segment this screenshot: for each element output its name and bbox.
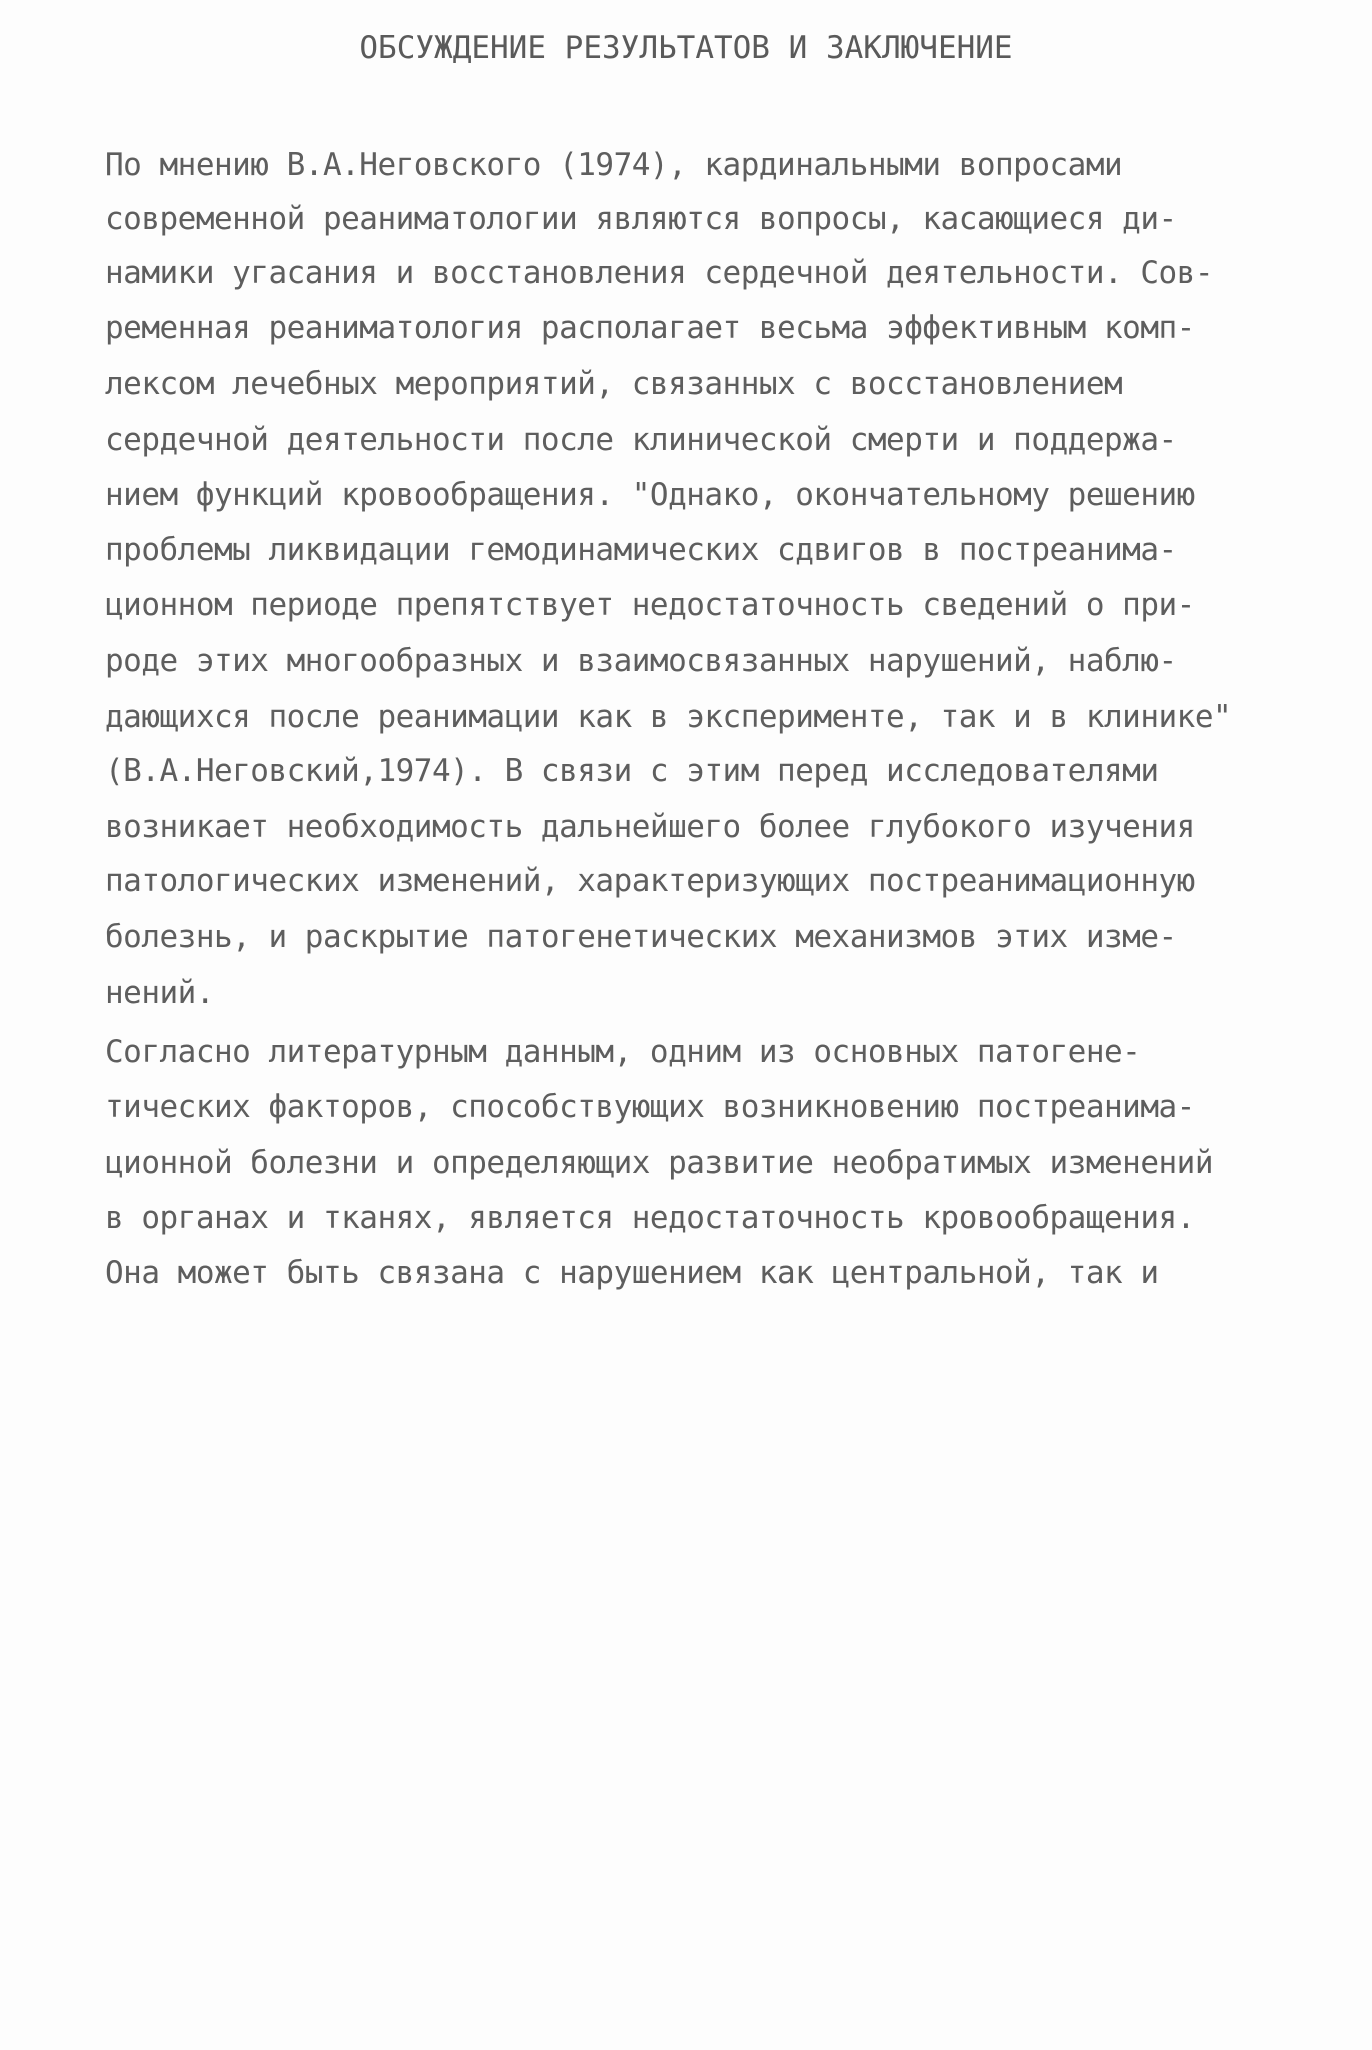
text-line: в органах и тканях, является недостаточность кровообращения. [105, 1200, 1195, 1236]
text-line: патологических изменений, характеризующих постреанимационную [105, 863, 1195, 899]
text-line: дающихся после реанимации как в эксперименте, так и в клинике" [105, 699, 1232, 735]
text-line: нием функций кровообращения. "Однако, окончательному решению [105, 477, 1195, 513]
text-line: современной реаниматологии являются вопросы, касающиеся ди- [105, 201, 1177, 237]
text-line: Согласно литературным данным, одним из основных патогене- [105, 1034, 1141, 1070]
text-line: лексом лечебных мероприятий, связанных с восстановлением [105, 366, 1123, 402]
text-line: (В.А.Неговский,1974). В связи с этим перед исследователями [105, 753, 1159, 789]
text-line: болезнь, и раскрытие патогенетических механизмов этих изме- [105, 919, 1177, 955]
text-line: тических факторов, способствующих возникновению постреанима- [105, 1089, 1195, 1125]
text-line: ционной болезни и определяющих развитие необратимых изменений [105, 1145, 1213, 1181]
text-line: По мнению В.А.Неговского (1974), кардинальными вопросами [105, 147, 1123, 183]
text-line: возникает необходимость дальнейшего более глубокого изучения [105, 809, 1195, 845]
text-line: ременная реаниматология располагает весьма эффективным комп- [105, 310, 1195, 346]
text-line: роде этих многообразных и взаимосвязанных нарушений, наблю- [105, 643, 1177, 679]
text-line: нений. [105, 975, 214, 1011]
section-heading: ОБСУЖДЕНИЕ РЕЗУЛЬТАТОВ И ЗАКЛЮЧЕНИЕ [359, 30, 1013, 66]
text-line: сердечной деятельности после клинической смерти и поддержа- [105, 422, 1177, 458]
text-line: намики угасания и восстановления сердечной деятельности. Сов- [105, 255, 1213, 291]
text-line: Она может быть связана с нарушением как центральной, так и [105, 1255, 1159, 1291]
text-line: ционном периоде препятствует недостаточность сведений о при- [105, 587, 1195, 623]
text-line: проблемы ликвидации гемодинамических сдвигов в постреанима- [105, 532, 1177, 568]
